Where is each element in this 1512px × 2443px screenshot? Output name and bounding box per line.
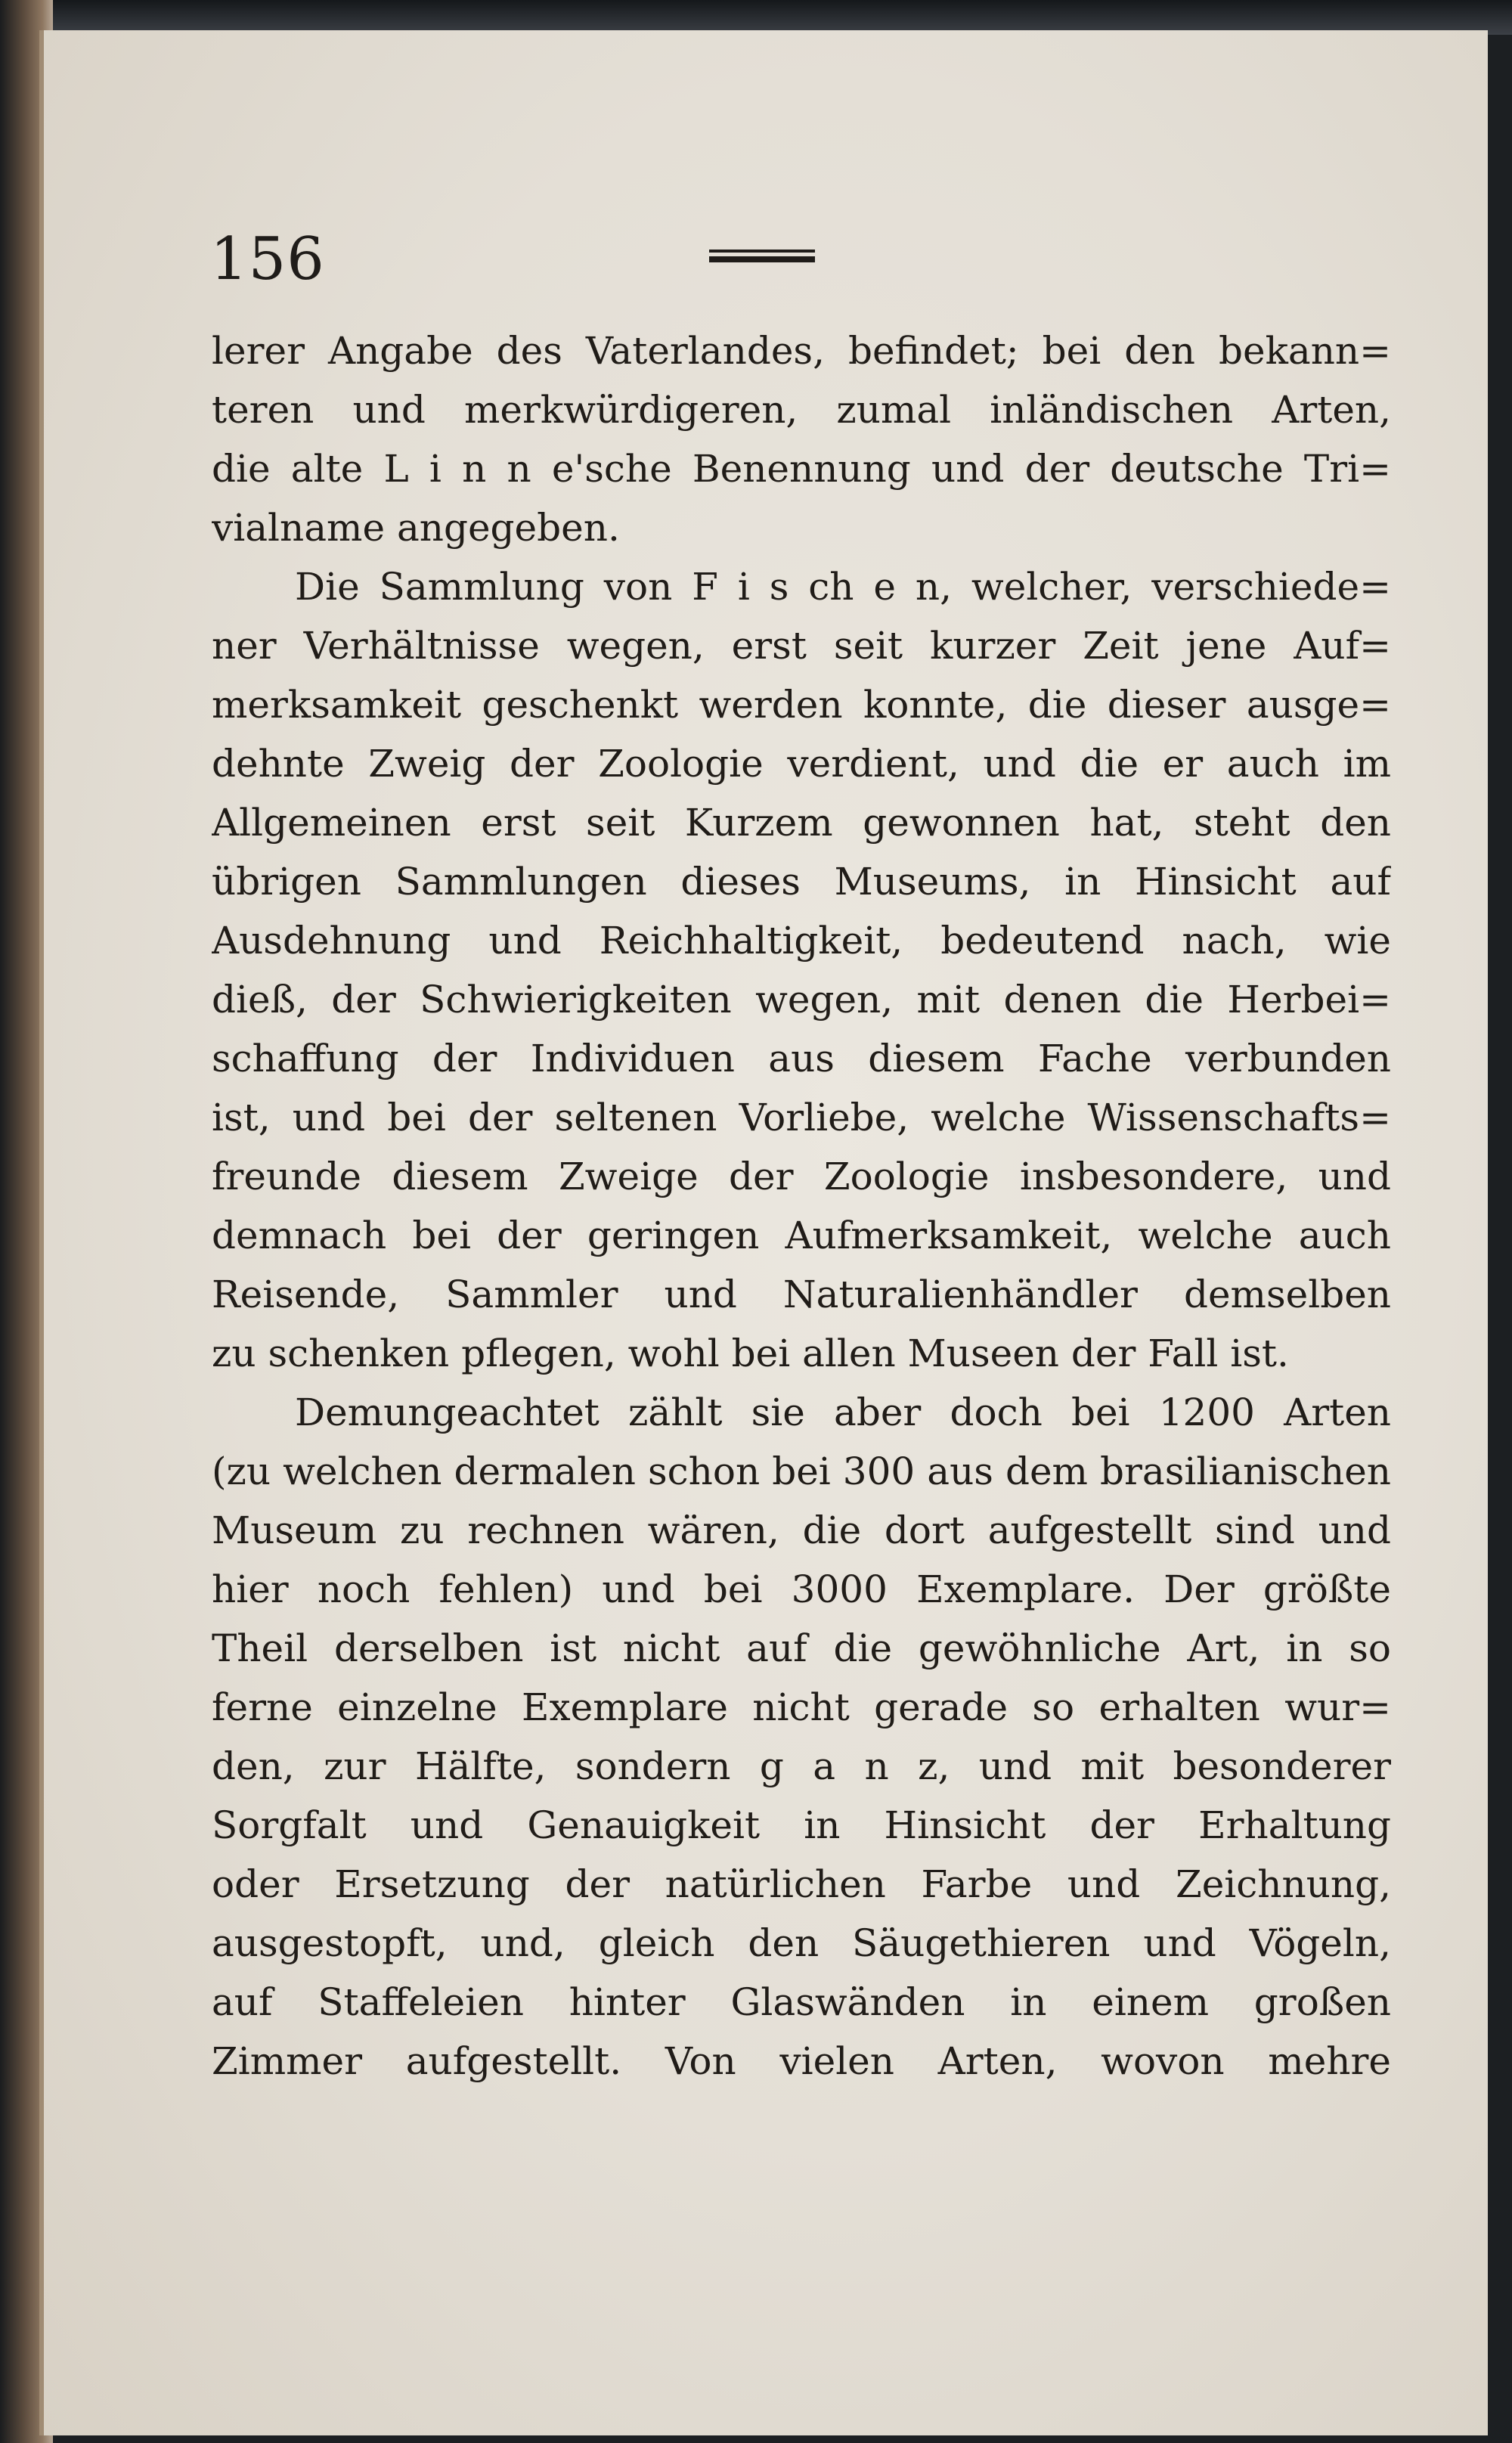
text-line: Reisende, Sammler und Naturalienhändler demselben bbox=[212, 1273, 1391, 1316]
text-line: hier noch fehlen) und bei 3000 Exemplare. Der größte bbox=[212, 1567, 1391, 1611]
book-page bbox=[39, 30, 1488, 2435]
text-line: ist, und bei der seltenen Vorliebe, welche Wissenschafts= bbox=[212, 1096, 1391, 1139]
text-line: Demungeachtet zählt sie aber doch bei 1200 Arten bbox=[295, 1390, 1391, 1434]
page-header bbox=[210, 197, 1390, 302]
text-line: übrigen Sammlungen dieses Museums, in Hinsicht auf bbox=[212, 860, 1391, 904]
text-line: Theil derselben ist nicht auf die gewöhnliche Art, in so bbox=[212, 1626, 1391, 1670]
text-line: oder Ersetzung der natürlichen Farbe und Zeichnung, bbox=[212, 1862, 1391, 1906]
body-text bbox=[212, 321, 1391, 2091]
text-line: ner Verhältnisse wegen, erst seit kurzer Zeit jene Auf= bbox=[212, 624, 1391, 668]
text-line: auf Staffeleien hinter Glaswänden in einem großen bbox=[212, 1980, 1391, 2024]
text-line: zu schenken pflegen, wohl bei allen Museen der Fall ist. bbox=[212, 1332, 1289, 1375]
text-line: den, zur Hälfte, sondern g a n z, und mit besonderer bbox=[212, 1744, 1391, 1788]
text-line: Die Sammlung von F i s ch e n, welcher, verschiede= bbox=[295, 565, 1391, 609]
text-line: dieß, der Schwierigkeiten wegen, mit denen die Herbei= bbox=[212, 978, 1391, 1022]
text-line: demnach bei der geringen Aufmerksamkeit, welche auch bbox=[212, 1214, 1391, 1257]
page-number: 156 bbox=[210, 225, 325, 293]
text-line: schaffung der Individuen aus diesem Fache verbunden bbox=[212, 1037, 1391, 1080]
text-line: (zu welchen dermalen schon bei 300 aus dem brasilianischen bbox=[212, 1449, 1391, 1493]
text-line: dehnte Zweig der Zoologie verdient, und die er auch im bbox=[212, 742, 1391, 786]
text-line: ferne einzelne Exemplare nicht gerade so erhalten wur= bbox=[212, 1685, 1391, 1729]
text-line: die alte L i n n e'sche Benennung und der deutsche Tri= bbox=[212, 447, 1391, 491]
text-line: freunde diesem Zweige der Zoologie insbesondere, und bbox=[212, 1155, 1391, 1198]
text-line: teren und merkwürdigeren, zumal inländischen Arten, bbox=[212, 388, 1391, 432]
text-line: ausgestopft, und, gleich den Säugethieren und Vögeln, bbox=[212, 1921, 1391, 1965]
text-line: vialname angegeben. bbox=[212, 506, 620, 550]
text-line: Ausdehnung und Reichhaltigkeit, bedeutend nach, wie bbox=[212, 919, 1391, 963]
text-line: Sorgfalt und Genauigkeit in Hinsicht der Erhaltung bbox=[212, 1803, 1391, 1847]
text-line: Allgemeinen erst seit Kurzem gewonnen hat, steht den bbox=[212, 801, 1391, 845]
text-line: merksamkeit geschenkt werden konnte, die dieser ausge= bbox=[212, 683, 1391, 727]
text-line: lerer Angabe des Vaterlandes, befindet; bei den bekann= bbox=[212, 329, 1391, 373]
text-line: Museum zu rechnen wären, die dort aufgestellt sind und bbox=[212, 1508, 1391, 1552]
text-line: Zimmer aufgestellt. Von vielen Arten, wovon mehre bbox=[212, 2039, 1391, 2083]
header-ornament-rule bbox=[709, 250, 815, 266]
